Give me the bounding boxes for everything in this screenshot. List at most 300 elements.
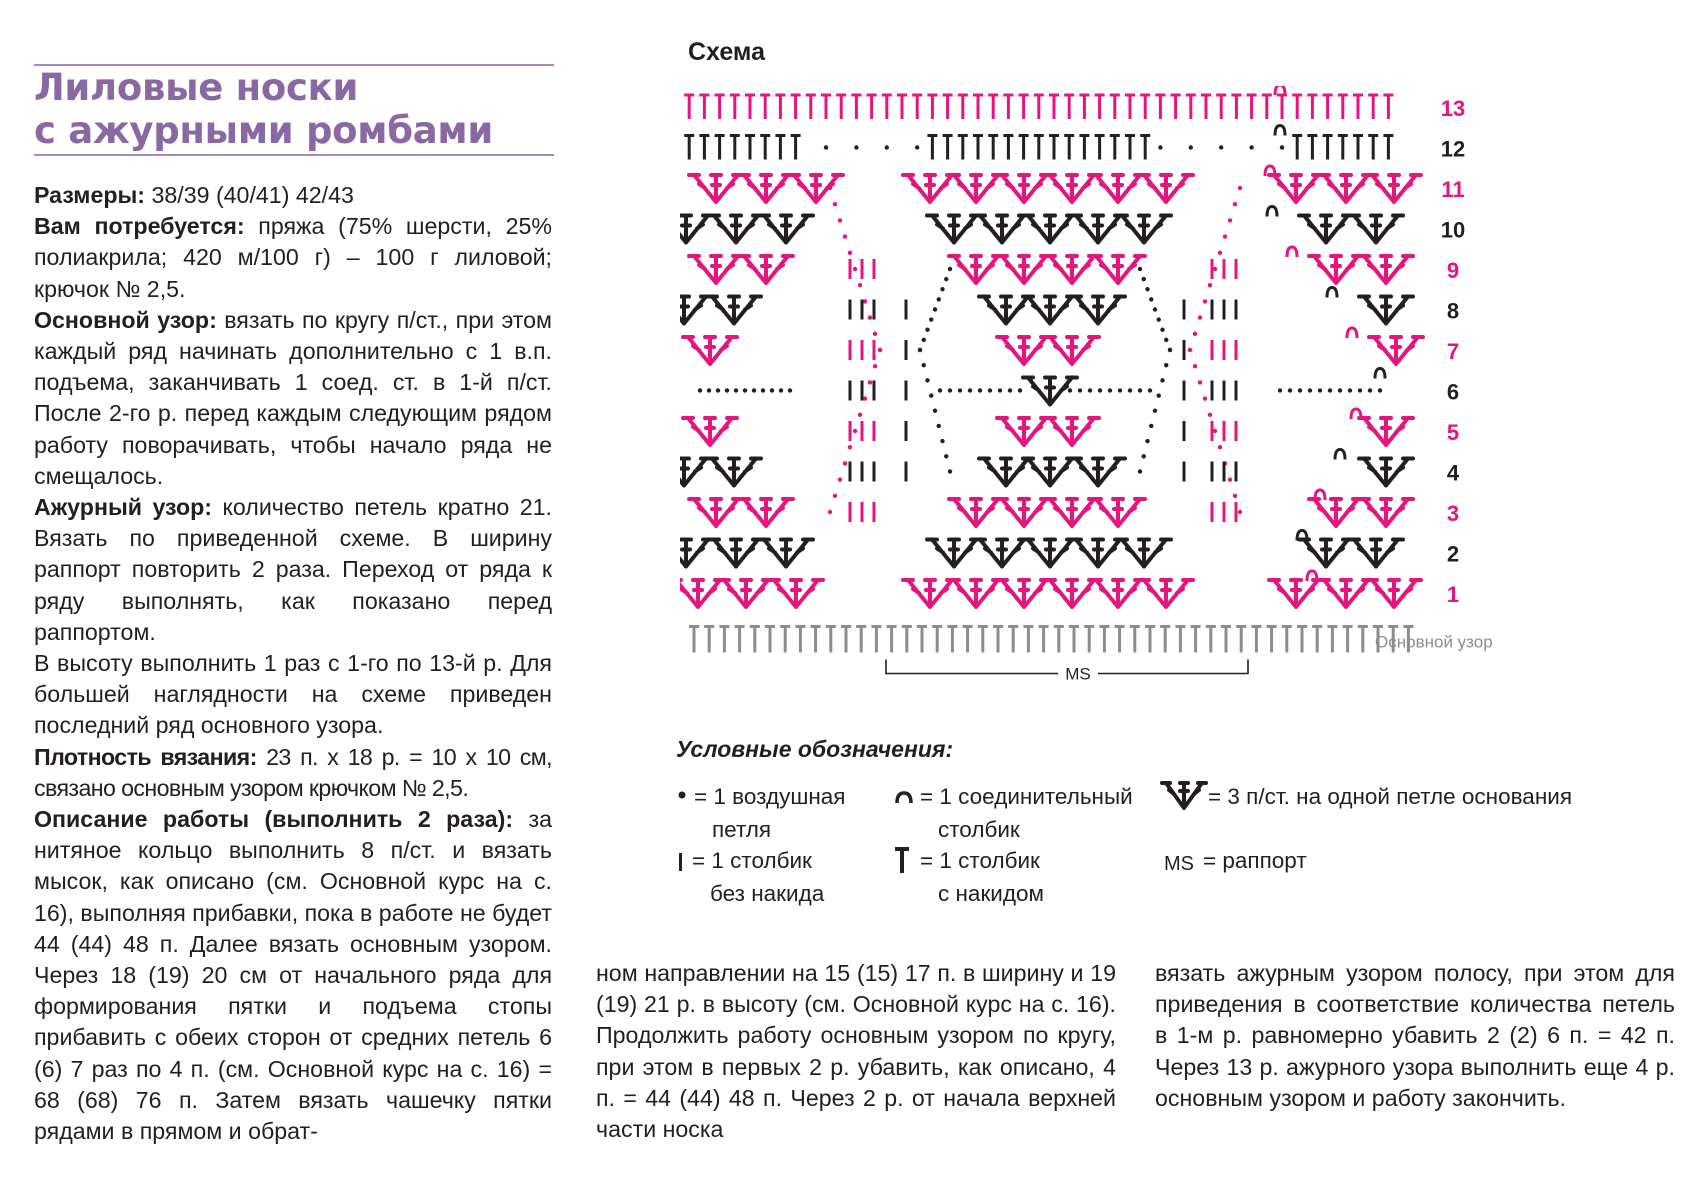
fan-stitch-r10-5 [1023,216,1077,243]
dc-r13-43 [1323,95,1333,119]
dc-base-26 [1084,627,1094,653]
fan-stitch-r1-2 [769,580,823,607]
fan-stitch-r11-6 [1045,175,1099,202]
dc-base-35 [1221,627,1231,653]
chain-diag-d-3 [1203,396,1207,400]
title-line-2: с ажурными ромбами [34,109,493,152]
dc-r13-45 [1353,95,1363,119]
fan-stitch-r3-3 [997,499,1051,526]
chain-r12-36 [1219,145,1223,149]
dc-base-29 [1130,627,1140,653]
fan-stitch-r4-4 [1071,459,1125,486]
chain-r6-left-5 [743,388,747,392]
chain-diag-f-4 [933,409,937,413]
dc-base-2 [719,627,729,653]
dc-r12-17 [927,136,937,160]
fan-stitch-r2-5 [1023,540,1077,567]
dc-r13-30 [1125,95,1135,119]
legend-sc [692,844,824,910]
dc-base-21 [1008,627,1018,653]
chain-r12-14 [885,145,889,149]
chain-diag-g-1 [1142,277,1146,281]
chain-r6-left-9 [779,388,783,392]
chain-r6-right-4 [1318,388,1322,392]
fan-stitch-r1-5 [997,580,1051,607]
fan-stitch-r2-9 [1349,540,1403,567]
dc-base-44 [1358,627,1368,653]
fan-stitch-r10-7 [1117,216,1171,243]
dc-r13-28 [1095,95,1105,119]
chain-diag-a-4 [848,251,852,255]
fan-stitch-r5-3 [1359,418,1413,445]
lace-pattern-paragraph [34,492,552,648]
fan-stitch-r9-4 [1045,256,1099,283]
main-pattern-text: вязать по кругу п/ст., при этом каждый ряд начинать дополнительно с 1 в.п. подъема, заканчивать 1 соед. ст. в 1-й п/ст. После 2-го р. перед каждым следующим рядом работу поворачивать, чтобы начало ряда не смещалось. [34,306,552,489]
legend-title: Условные обозначения: [676,736,954,762]
chain-r6-right-2 [1298,388,1302,392]
fan-stitch-r2-4 [975,540,1029,567]
dc-r13-18 [943,95,953,119]
fan-stitch-r9-7 [1359,256,1413,283]
dc-r13-31 [1140,95,1150,119]
chain-r6-right-8 [1358,388,1362,392]
dc-r13-13 [867,95,877,119]
chain-diag-e-3 [937,297,941,301]
chain-r6-inner-l-5 [988,388,992,392]
fan-stitch-r9-6 [1309,256,1363,283]
middle-text-column: ном направлении на 15 (15) 17 п. в ширину и 19 (19) 21 р. в высоту (см. Основной курс на с. 16). Продолжить работу основным узором по кругу, при этом в первых 2 р. убавить, как описано, 4 п. = 44 (44) 48 п. Через 2 р. от начала верхней части носка [596,960,1116,1143]
dc-base-18 [963,627,973,653]
chain-diag-h-3 [1157,393,1161,397]
dc-r13-1 [684,95,694,119]
chain-r6-left-8 [770,388,774,392]
slip-stitch-8 [1351,409,1361,419]
dc-r13-12 [851,95,861,119]
chain-r12-16 [915,145,919,149]
dc-r13-23 [1019,95,1029,119]
chain-r12-38 [1249,145,1253,149]
chain-r6-inner-l-0 [938,388,942,392]
fan-stitch-r4-1 [707,459,761,486]
dc-base-8 [811,627,821,653]
fan-stitch-r1-7 [1091,580,1145,607]
chain-diag-f-1 [922,363,926,367]
chain-r12-34 [1189,145,1193,149]
dc-base-39 [1282,627,1292,653]
dc-base-33 [1191,627,1201,653]
chain-diag-h-8 [1138,469,1142,473]
fan-stitch-r11-9 [1269,175,1323,202]
dc-r12-21 [988,136,998,160]
dc-base-41 [1312,627,1322,653]
scheme-title: Схема [688,38,765,66]
dc-base-36 [1236,627,1246,653]
fan-stitch-r9-1 [739,256,793,283]
fan-stitch-r1-1 [719,580,773,607]
dc-r12-24 [1034,136,1044,160]
row-number-7: 7 [1446,339,1460,364]
legend-dc-text: = 1 столбик [920,848,1040,873]
dc-r13-20 [973,95,983,119]
dc-r13-40 [1277,95,1287,119]
dc-base-38 [1267,627,1277,653]
chain-diag-f-8 [948,469,952,473]
dc-r12-3 [715,136,725,160]
dc-r13-6 [760,95,770,119]
legend-sc-text: = 1 столбик [692,848,812,873]
chain-diag-g-6 [1160,328,1164,332]
slip-stitch-5 [1327,288,1337,298]
dc-r13-21 [988,95,998,119]
dc-r13-11 [836,95,846,119]
fan-stitch-r3-2 [949,499,1003,526]
fan-stitch-r2-7 [1117,540,1171,567]
legend-dc-text-2: с накидом [938,881,1044,906]
chain-diag-a-0 [828,186,832,190]
chain-r6-inner-r-3 [1098,388,1102,392]
slip-stitch-9 [1335,450,1345,460]
chain-diag-b-1 [873,364,877,368]
base-row-label: Основной узор [1375,632,1493,652]
chain-diag-h-6 [1145,439,1149,443]
dc-base-1 [704,627,714,653]
dc-r13-42 [1307,95,1317,119]
slip-stitch-symbol-icon [894,790,914,806]
chain-r6-inner-r-8 [1148,388,1152,392]
chain-r6-inner-r-4 [1108,388,1112,392]
dc-r13-19 [958,95,968,119]
dc-r13-32 [1155,95,1165,119]
chain-r6-inner-r-6 [1128,388,1132,392]
chain-r6-inner-l-2 [958,388,962,392]
dc-r12-30 [1125,136,1135,160]
dc-r13-25 [1049,95,1059,119]
chain-diag-a-6 [858,283,862,287]
chain-diag-h-2 [1160,378,1164,382]
dc-r13-3 [715,95,725,119]
fan-stitch-r8-2 [979,297,1033,324]
right-text-column: вязать ажурным узором полосу, при этом для приведения в соответствие количества петель в 1-м р. равномерно убавить 2 (2) 6 п. = 42 п. Через 13 р. ажурного узора выполнить еще 4 р. основным узором и работу закончить. [1155,960,1675,1111]
fan-stitch-r11-4 [949,175,1003,202]
row-number-1: 1 [1446,582,1460,607]
dc-r12-47 [1383,136,1393,160]
fan-stitch-r4-3 [1023,459,1077,486]
chain-r12-32 [1158,145,1162,149]
chain-diag-h-7 [1142,454,1146,458]
chain-diag-g-7 [1164,338,1168,342]
fan-stitch-r7-2 [1045,337,1099,364]
chain-diag-c-3 [1223,234,1227,238]
dc-base-20 [993,627,1003,653]
chain-diag-c-6 [1208,283,1212,287]
fan-stitch-r1-8 [1139,580,1193,607]
row-number-13: 13 [1440,96,1466,121]
fan-stitch-r11-8 [1139,175,1193,202]
single-crochet-symbol-icon [676,851,686,873]
fan-stitch-r4-0 [680,459,711,486]
fan-symbol-icon [1160,778,1208,812]
dc-r13-10 [821,95,831,119]
chain-r6-left-3 [725,388,729,392]
dc-r13-38 [1247,95,1257,119]
dc-r12-43 [1323,136,1333,160]
fan-stitch-r5-0 [683,418,737,445]
row-number-12: 12 [1440,136,1466,162]
row-number-5: 5 [1446,420,1460,445]
chain-diag-f-7 [944,454,948,458]
fan-stitch-r11-11 [1367,175,1421,202]
dc-r12-31 [1140,136,1150,160]
chain-r6-left-0 [698,388,702,392]
fan-stitch-r7-3 [1369,337,1423,364]
sizes-paragraph [34,180,552,211]
sizes-label: Размеры: [34,182,146,208]
dc-base-7 [795,627,805,653]
slip-stitch-7 [1375,369,1385,379]
dc-r12-4 [730,136,740,160]
chain-r12-12 [854,145,858,149]
row-number-2: 2 [1446,541,1460,567]
chain-diag-e-4 [933,307,937,311]
fan-stitch-r9-5 [1091,256,1145,283]
dc-base-32 [1175,627,1185,653]
chain-r6-right-0 [1278,388,1282,392]
fan-stitch-r5-1 [997,418,1051,445]
chain-r12-10 [824,145,828,149]
main-pattern-paragraph [34,305,552,492]
main-pattern-label: Основной узор: [34,306,217,333]
dc-base-25 [1069,627,1079,653]
chain-r6-right-3 [1308,388,1312,392]
dc-r13-22 [1003,95,1013,119]
fan-stitch-r3-5 [1091,499,1145,526]
materials-text: пряжа (75% шерсти, 25% полиакрила; 420 м/100 г) – 100 г лиловой; крючок № 2,5. [34,213,552,302]
dc-r13-9 [806,95,816,119]
row-number-3: 3 [1446,501,1460,526]
row-number-9: 9 [1446,258,1460,283]
dc-r13-35 [1201,95,1211,119]
chain-r6-inner-l-7 [1008,388,1012,392]
chain-r6-left-4 [734,388,738,392]
chain-r6-left-2 [716,388,720,392]
chain-diag-b-4 [858,413,862,417]
chain-r6-left-1 [707,388,711,392]
fan-stitch-r2-0 [680,540,713,567]
fan-stitch-r11-5 [997,175,1051,202]
fan-stitch-r11-2 [789,175,843,202]
dc-base-13 [887,627,897,653]
fan-stitch-r9-0 [689,256,743,283]
legend-ms-symbol: MS [1164,853,1194,875]
legend-slip [920,780,1133,846]
dc-r12-23 [1019,136,1029,160]
dc-base-42 [1327,627,1337,653]
chain-r6-left-6 [752,388,756,392]
dc-base-0 [689,627,699,653]
chain-diag-e-6 [925,328,929,332]
dc-base-23 [1039,627,1049,653]
crochet-chart [680,86,1670,686]
chain-diag-f-6 [940,439,944,443]
dc-base-6 [780,627,790,653]
fan-stitch-r2-6 [1071,540,1125,567]
fan-stitch-r4-2 [979,459,1033,486]
chain-diag-g-4 [1153,307,1157,311]
fan-stitch-r2-3 [927,540,981,567]
dc-r13-41 [1292,95,1302,119]
chain-diag-c-7 [1203,299,1207,303]
fan-stitch-r1-9 [1269,580,1323,607]
chain-diag-c-9 [1193,332,1197,336]
gauge-label: Плотность вязания: [34,743,257,770]
dc-base-24 [1054,627,1064,653]
legend-sc-text-2: без накида [710,881,825,906]
chain-diag-c-8 [1198,315,1202,319]
fan-stitch-r9-2 [949,256,1003,283]
chain-diag-h-1 [1164,363,1168,367]
fan-stitch-r10-3 [927,216,981,243]
description-text: за нитяное кольцо выполнить 8 п/ст. и вязать мысок, как описано (см. Основной курс на с. 16), выполняя прибавки, пока в работе не будет 44 (44) 48 п. Далее вязать основным узором. Через 18 (19) 20 см от начального ряда для формирования пятки и подъема стопы прибавить с обеих сторон от средних петель 6 (6) 7 раз по 4 п. (см. Основной курс на с. 16) = 68 (68) 76 п. Затем вязать чашечку пятки рядами в прямом и обрат- [34,806,552,1145]
dc-r13-7 [775,95,785,119]
chain-diag-b-6 [848,445,852,449]
dc-r12-42 [1307,136,1317,160]
dc-base-37 [1251,627,1261,653]
fan-stitch-r8-1 [707,297,761,324]
dc-base-17 [947,627,957,653]
chain-diag-e-5 [929,317,933,321]
chain-r6-inner-l-6 [998,388,1002,392]
dc-r13-5 [745,95,755,119]
dc-base-9 [826,627,836,653]
chain-diag-b-0 [878,348,882,352]
title-line-1: Лиловые носки [34,66,359,109]
row-number-8: 8 [1446,298,1460,324]
dc-r12-19 [958,136,968,160]
dc-r12-8 [791,136,801,160]
fan-stitch-r7-1 [997,337,1051,364]
chain-diag-b-7 [843,461,847,465]
dc-r13-24 [1034,95,1044,119]
sizes-text: 38/39 (40/41) 42/43 [145,182,354,208]
chain-diag-h-4 [1153,409,1157,413]
chain-diag-f-5 [937,424,941,428]
fan-stitch-r2-8 [1299,540,1353,567]
slip-stitch-1 [1275,126,1285,136]
slip-stitch-6 [1347,328,1357,338]
dc-base-10 [841,627,851,653]
dc-r12-7 [775,136,785,160]
dc-base-22 [1023,627,1033,653]
fan-stitch-r1-3 [903,580,957,607]
fan-stitch-r8-4 [1071,297,1125,324]
chain-diag-e-2 [940,287,944,291]
dc-r12-45 [1353,136,1363,160]
dc-r12-44 [1338,136,1348,160]
gauge-text: 23 п. х 18 р. = 10 х 10 см, связано основным узором крючком № 2,5. [34,743,552,801]
dc-r13-44 [1338,95,1348,119]
dc-r13-27 [1079,95,1089,119]
fan-stitch-r3-0 [689,499,743,526]
fan-stitch-r4-5 [1359,459,1413,486]
chain-diag-f-3 [929,393,933,397]
lace-pattern-label: Ажурный узор: [34,494,213,521]
row-number-11: 11 [1441,177,1465,202]
dc-r12-1 [684,136,694,160]
fan-stitch-r11-10 [1319,175,1373,202]
fan-stitch-r10-1 [709,216,763,243]
fan-stitch-r11-0 [689,175,743,202]
chain-diag-e-1 [944,277,948,281]
chain-r6-inner-r-2 [1088,388,1092,392]
page-title [34,66,554,152]
chain-r6-inner-l-1 [948,388,952,392]
dc-r13-4 [730,95,740,119]
dc-r12-25 [1049,136,1059,160]
chain-r6-left-7 [761,388,765,392]
slip-stitch-4 [1287,247,1297,257]
description-paragraph [34,804,552,1147]
chain-diag-a-1 [833,202,837,206]
chain-diag-c-1 [1233,202,1237,206]
fan-stitch-r1-10 [1319,580,1373,607]
gauge-paragraph [34,742,552,804]
row-number-4: 4 [1446,460,1460,486]
fan-stitch-r10-6 [1071,216,1125,243]
row-number-6: 6 [1446,379,1460,405]
dc-r13-17 [927,95,937,119]
chain-diag-g-5 [1157,317,1161,321]
legend-fan [1208,780,1572,813]
dc-base-19 [978,627,988,653]
chain-diag-f-0 [918,348,922,352]
legend-chain-text: = 1 воздушная [694,784,846,809]
dc-base-40 [1297,627,1307,653]
legend-dc [920,844,1044,910]
chain-diag-d-10 [1238,510,1242,514]
chain-diag-g-0 [1138,267,1142,271]
dc-base-34 [1206,627,1216,653]
dc-base-15 [917,627,927,653]
dc-r12-18 [943,136,953,160]
double-crochet-symbol-icon [892,846,912,876]
fan-stitch-r10-9 [1349,216,1403,243]
dc-base-27 [1099,627,1109,653]
repeat-label: MS [1065,664,1091,684]
title-bottom-rule [34,154,554,156]
row-number-10: 10 [1440,217,1466,243]
dc-r12-27 [1079,136,1089,160]
legend-chain [694,780,846,846]
chain-r6-inner-l-3 [968,388,972,392]
chain-diag-d-8 [1228,477,1232,481]
fan-stitch-r10-8 [1299,216,1353,243]
materials-paragraph [34,211,552,305]
dc-r13-16 [912,95,922,119]
dc-r13-46 [1368,95,1378,119]
chain-r6-right-7 [1348,388,1352,392]
chain-diag-c-4 [1218,251,1222,255]
chain-symbol-icon [676,789,688,801]
fan-stitch-r11-1 [739,175,793,202]
fan-stitch-r11-3 [903,175,957,202]
chain-diag-e-7 [922,338,926,342]
dc-r13-34 [1186,95,1196,119]
fan-stitch-r10-4 [975,216,1029,243]
chain-r6-inner-r-5 [1118,388,1122,392]
fan-stitch-r3-7 [1359,499,1413,526]
dc-base-14 [902,627,912,653]
fan-stitch-r3-6 [1309,499,1363,526]
